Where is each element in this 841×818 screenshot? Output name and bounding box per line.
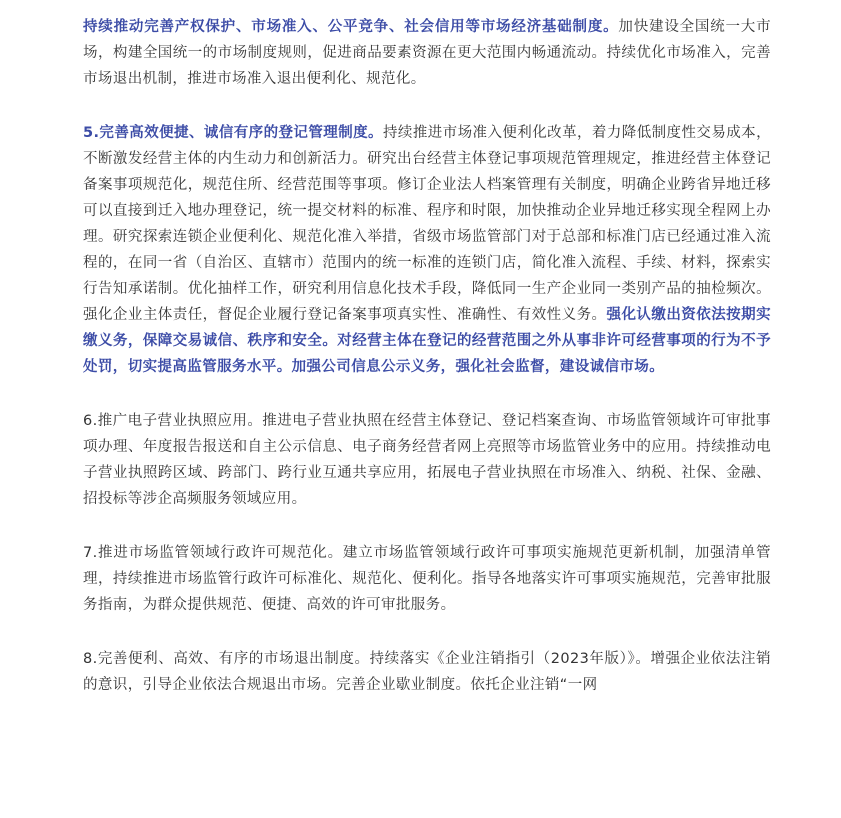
highlight-text: 强化认缴出资依法按期实缴义务，保障交易诚信、秩序和安全。对经营主体在登记的经营范围之外从事非许可经营事项的行为不予处罚，切实提高监管服务水平。加强公司信息公示义务，强化社会监督，建设诚信市场。 — [83, 307, 771, 375]
paragraph-market-foundation — [83, 14, 771, 92]
paragraph-section-5 — [83, 120, 771, 380]
paragraph-section-6 — [83, 408, 771, 512]
body-text: 持续推进市场准入便利化改革，着力降低制度性交易成本，不断激发经营主体的内生动力和创新活力。研究出台经营主体登记事项规范管理规定，推进经营主体登记备案事项规范化，规范住所、经营范围等事项。修订企业法人档案管理有关制度，明确企业跨省异地迁移可以直接到迁入地办理登记，统一提交材料的标准、程序和时限，加快推动企业异地迁移实现全程网上办理。研究探索连锁企业便利化、规范化准入举措，省级市场监管部门对于总部和标准门店已经通过准入流程的，在同一省（自治区、直辖市）范围内的统一标准的连锁门店，简化准入流程、手续、材料，探索实行告知承诺制。优化抽样工作，研究利用信息化技术手段，降低同一生产企业同一类别产品的抽检频次。强化企业主体责任，督促企业履行登记备案事项真实性、准确性、有效性义务。 — [83, 125, 771, 323]
body-text: 7.推进市场监管领域行政许可规范化。建立市场监管领域行政许可事项实施规范更新机制，加强清单管理，持续推进市场监管行政许可标准化、规范化、便利化。指导各地落实许可事项实施规范，完善审批服务指南，为群众提供规范、便捷、高效的许可审批服务。 — [83, 545, 771, 613]
paragraph-section-8 — [83, 646, 771, 698]
section-heading: 5.完善高效便捷、诚信有序的登记管理制度。 — [83, 125, 383, 141]
body-text: 6.推广电子营业执照应用。推进电子营业执照在经营主体登记、登记档案查询、市场监管领域许可审批事项办理、年度报告报送和自主公示信息、电子商务经营者网上亮照等市场监管业务中的应用。持续推动电子营业执照跨区域、跨部门、跨行业互通共享应用，拓展电子营业执照在市场准入、纳税、社保、金融、招投标等涉企高频服务领域应用。 — [83, 413, 771, 507]
paragraph-section-7 — [83, 540, 771, 618]
body-text: 8.完善便利、高效、有序的市场退出制度。持续落实《企业注销指引（2023年版）》。增强企业依法注销的意识，引导企业依法合规退出市场。完善企业歇业制度。依托企业注销“一网 — [83, 651, 771, 693]
body-text: 加快建设全国统一大市场，构建全国统一的市场制度规则，促进商品要素资源在更大范围内畅通流动。持续优化市场准入，完善市场退出机制，推进市场准入退出便利化、规范化。 — [83, 19, 772, 87]
highlight-text: 持续推动完善产权保护、市场准入、公平竞争、社会信用等市场经济基础制度。 — [83, 19, 619, 35]
